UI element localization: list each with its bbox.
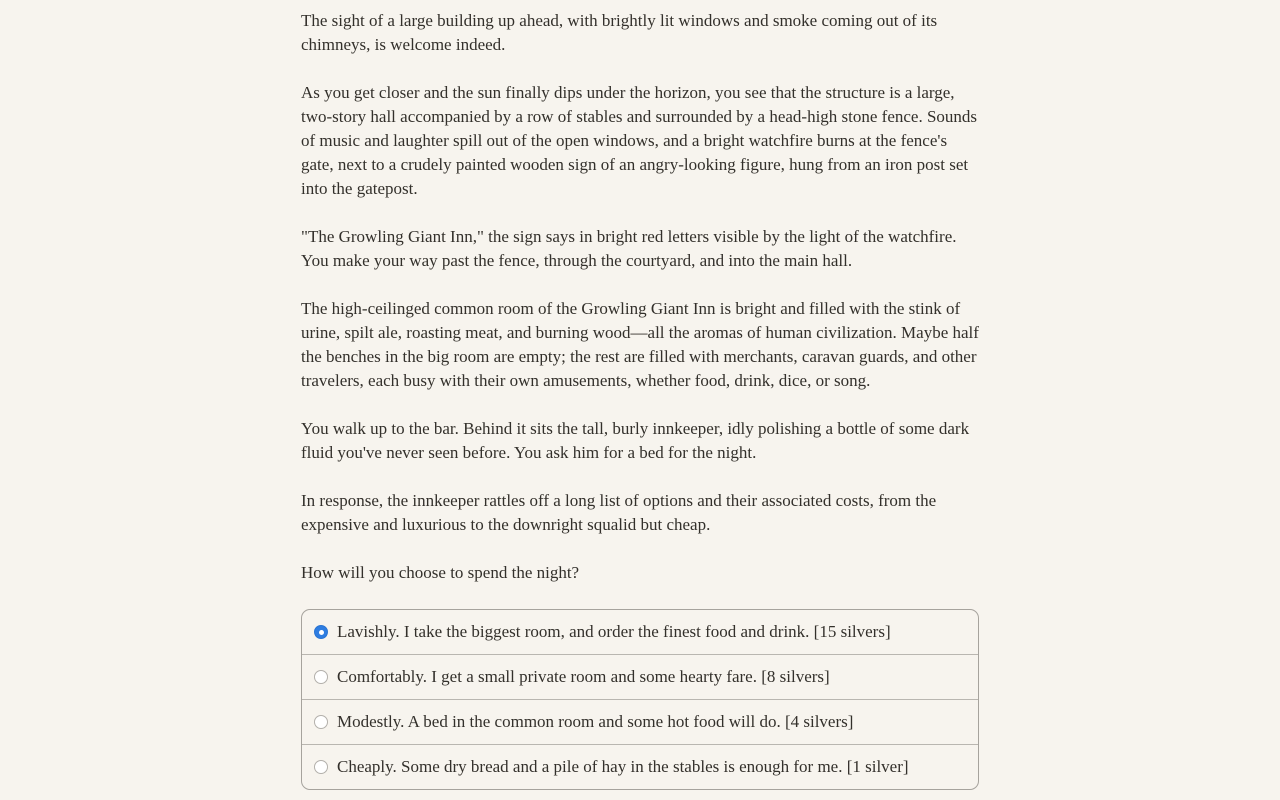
radio-button-icon[interactable] bbox=[314, 625, 328, 639]
story-paragraph: In response, the innkeeper rattles off a long list of options and their associated costs, from the expensive and luxurious to the downright squalid but cheap. bbox=[301, 491, 937, 534]
story-paragraph: You walk up to the bar. Behind it sits the tall, burly innkeeper, idly polishing a bottle of some dark fluid you've never seen before. You ask him for a bed for the night. bbox=[301, 419, 970, 462]
choice-option-label: Modestly. A bed in the common room and some hot food will do. [4 silvers] bbox=[337, 712, 854, 731]
choice-option-label: Cheaply. Some dry bread and a pile of hay in the stables is enough for me. [1 silver] bbox=[337, 757, 909, 776]
choice-option-label: Comfortably. I get a small private room and some hearty fare. [8 silvers] bbox=[337, 667, 830, 686]
choice-option-label: Lavishly. I take the biggest room, and order the finest food and drink. [15 silvers] bbox=[337, 622, 891, 641]
radio-button-icon[interactable] bbox=[314, 670, 328, 684]
choice-prompt: How will you choose to spend the night? bbox=[301, 563, 580, 582]
radio-button-icon[interactable] bbox=[314, 715, 328, 729]
story-paragraph: The high-ceilinged common room of the Growling Giant Inn is bright and filled with the stink of urine, spilt ale, roasting meat, and burning wood—all the aromas of human civilization. Maybe half the benches in the big room are empty; the rest are filled with merchants, caravan guards, and other travelers, each busy with their own amusements, whether food, drink, dice, or song. bbox=[301, 299, 979, 390]
choice-option-lavishly[interactable] bbox=[302, 610, 978, 654]
story-paragraph: The sight of a large building up ahead, with brightly lit windows and smoke coming out of its chimneys, is welcome indeed. bbox=[301, 11, 938, 54]
story-text bbox=[301, 9, 979, 585]
story-paragraph: "The Growling Giant Inn," the sign says in bright red letters visible by the light of the watchfire. You make your way past the fence, through the courtyard, and into the main hall. bbox=[301, 227, 957, 270]
choice-group bbox=[301, 609, 979, 790]
choice-option-comfortably[interactable] bbox=[302, 654, 978, 699]
radio-button-icon[interactable] bbox=[314, 760, 328, 774]
choice-option-modestly[interactable] bbox=[302, 699, 978, 744]
story-page bbox=[301, 0, 979, 790]
story-paragraph: As you get closer and the sun finally dips under the horizon, you see that the structure is a large, two-story hall accompanied by a row of stables and surrounded by a head-high stone fence. Sounds of music and laughter spill out of the open windows, and a bright watchfire burns at the fence's gate, next to a crudely painted wooden sign of an angry-looking figure, hung from an iron post set into the gatepost. bbox=[301, 83, 978, 198]
choice-option-cheaply[interactable] bbox=[302, 744, 978, 789]
